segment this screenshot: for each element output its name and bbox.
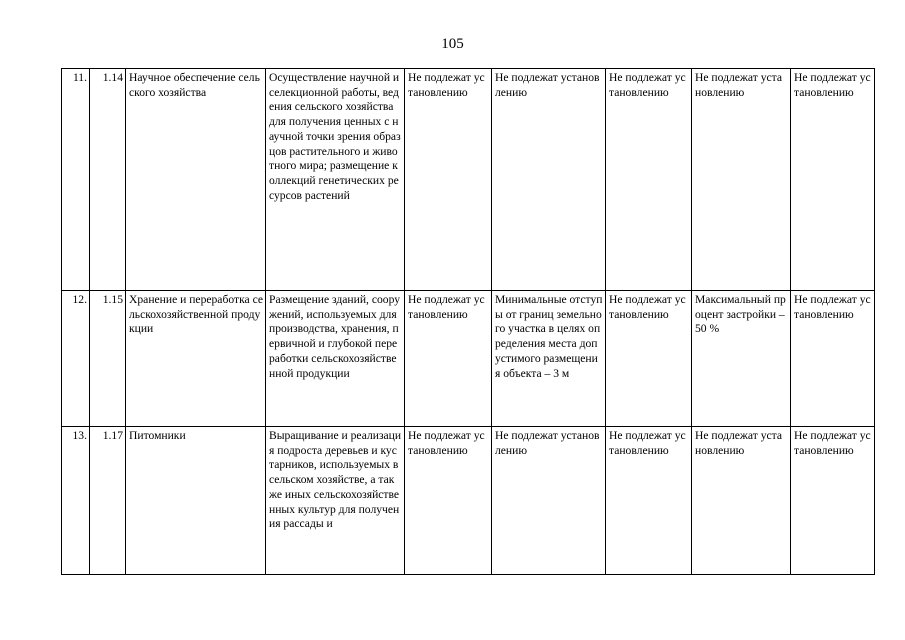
use-description-cell: Выращивание и реализация подроста деревьев и кустарников, используемых в сельском хозяйстве, а также иных сельскохозяйственных культур для получения рассады и (266, 427, 405, 575)
row-code: 1.14 (90, 69, 126, 291)
row-code: 1.17 (90, 427, 126, 575)
use-name-cell: Питомники (126, 427, 266, 575)
parameter-cell: Не подлежат установлению (791, 291, 875, 427)
row-code: 1.15 (90, 291, 126, 427)
use-description-cell: Размещение зданий, сооружений, используемых для производства, хранения, первичной и глубокой переработки сельскохозяйственной продукции (266, 291, 405, 427)
table-row (62, 69, 875, 291)
use-description-cell: Осуществление научной и селекционной работы, ведения сельского хозяйства для получения ценных с научной точки зрения образцов растительного и животного мира; размещение коллекций генетических ресурсов растений (266, 69, 405, 291)
row-number: 11. (62, 69, 90, 291)
row-number: 13. (62, 427, 90, 575)
table-row (62, 291, 875, 427)
parameter-cell: Не подлежат установлению (606, 427, 692, 575)
row-number: 12. (62, 291, 90, 427)
use-name-cell: Научное обеспечение сельского хозяйства (126, 69, 266, 291)
use-name-cell: Хранение и переработка сельскохозяйственной продукции (126, 291, 266, 427)
parameter-cell: Не подлежат установлению (606, 69, 692, 291)
table-row (62, 427, 875, 575)
parameter-cell: Максимальный процент застройки – 50 % (692, 291, 791, 427)
parameter-cell: Не подлежат установлению (405, 69, 492, 291)
parameter-cell: Не подлежат установлению (791, 69, 875, 291)
regulations-table (61, 68, 875, 575)
parameter-cell: Не подлежат установлению (405, 291, 492, 427)
parameter-cell: Не подлежат установлению (606, 291, 692, 427)
parameter-cell: Не подлежат установлению (791, 427, 875, 575)
page-number: 105 (441, 36, 464, 52)
parameter-cell: Не подлежат установлению (692, 427, 791, 575)
parameter-cell: Не подлежат установлению (492, 69, 606, 291)
parameter-cell: Не подлежат установлению (692, 69, 791, 291)
parameter-cell: Не подлежат установлению (405, 427, 492, 575)
parameter-cell: Не подлежат установлению (492, 427, 606, 575)
parameter-cell: Минимальные отступы от границ земельного участка в целях определения места допустимого размещения объекта – 3 м (492, 291, 606, 427)
